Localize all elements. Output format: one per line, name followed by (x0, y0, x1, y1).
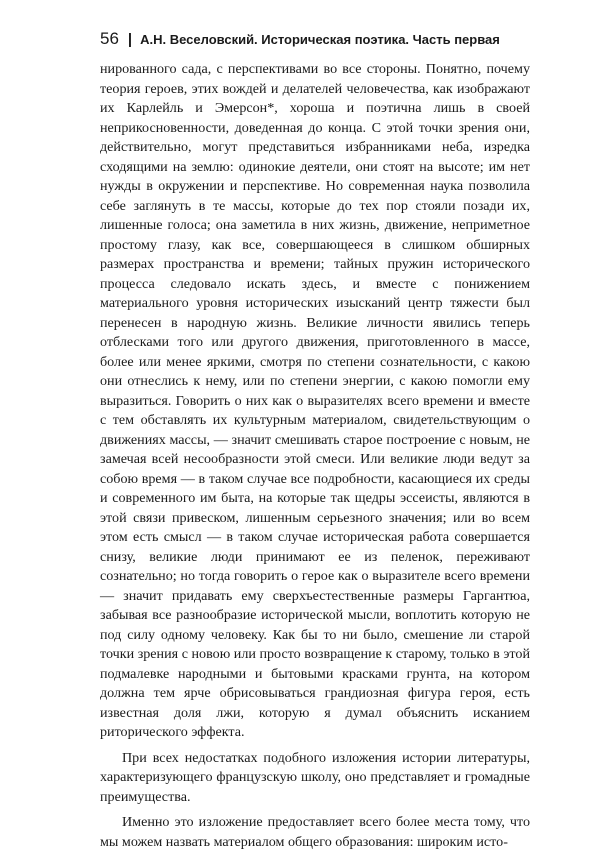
running-title: А.Н. Веселовский. Историческая поэтика. Часть первая (140, 32, 500, 47)
book-page (100, 26, 530, 852)
header-separator: | (127, 31, 133, 48)
paragraph: Именно это изложение предоставляет всего более места тому, что мы можем назвать материалом общего образования: широким исто- (100, 814, 530, 850)
running-header (100, 26, 530, 52)
body-text (100, 60, 530, 852)
paragraph: При всех недостатках подобного изложения истории литературы, характеризующего французскую школу, оно представляет и громадные преимущества. (100, 749, 530, 805)
paragraph-continuation: нированного сада, с перспективами во все стороны. Понятно, почему теория героев, этих вождей и делателей человечества, как изображают их Карлейль и Эмерсон*, хороша и поэтична лишь в своей неприкосновенности, доведенная до конца. С этой точки зрения они, действительно, могут представиться избранниками неба, изредка сходящими на землю: одинокие деятели, они стоят на высоте; им нет нужды в окружении и перспективе. Но современная наука позволила себе заглянуть в те массы, которые до тех пор стояли позади их, лишенные голоса; она заметила в них жизнь, движение, неприметное простому глазу, как все, совершающееся в слишком обширных размерах пространства и времени; тайных пружин исторического процесса следовало искать здесь, и вместе с понижением материального уровня исторических изысканий центр тяжести был перенесен в народную жизнь. Великие личности явились теперь отблесками того или другого движения, приготовленного в массе, более или менее яркими, смотря по степени сознательности, с какою они отнеслись к нему, или по степени энергии, с какою помогли ему выразиться. Говорить о них как о выразителях всего времени и вместе с тем обставлять их культурным материалом, свидетельствующим о движениях массы, — значит смешивать старое построение с новым, не замечая всей несообразности этой смеси. Или великие люди ведут за собою время — в таком случае все подробности, касающиеся их среды и современного им быта, на которые так щедры эссеисты, являются в этой связи привеском, лишенным серьезного значения; или во всем этом есть смысл — в таком случае историческая работа совершается снизу, великие люди принимают ее из пеленок, переживают сознательно; но тогда говорить о герое как о выразителе всего времени — значит придавать ему сверхъестественные размеры Гаргантюа, забывая все разнообразие исторической мысли, воплотить которую не под силу одному человеку. Как бы то ни было, смешение ли старой точки зрения с новою или просто возвращение к старому, только в этой подмалевке народными и бытовыми красками грунта, на котором должна тем ярче обрисовываться грандиозная фигура героя, есть известная доля лжи, которую я думал объяснить исканием риторического эффекта. (100, 61, 530, 740)
page-number: 56 (100, 29, 119, 48)
